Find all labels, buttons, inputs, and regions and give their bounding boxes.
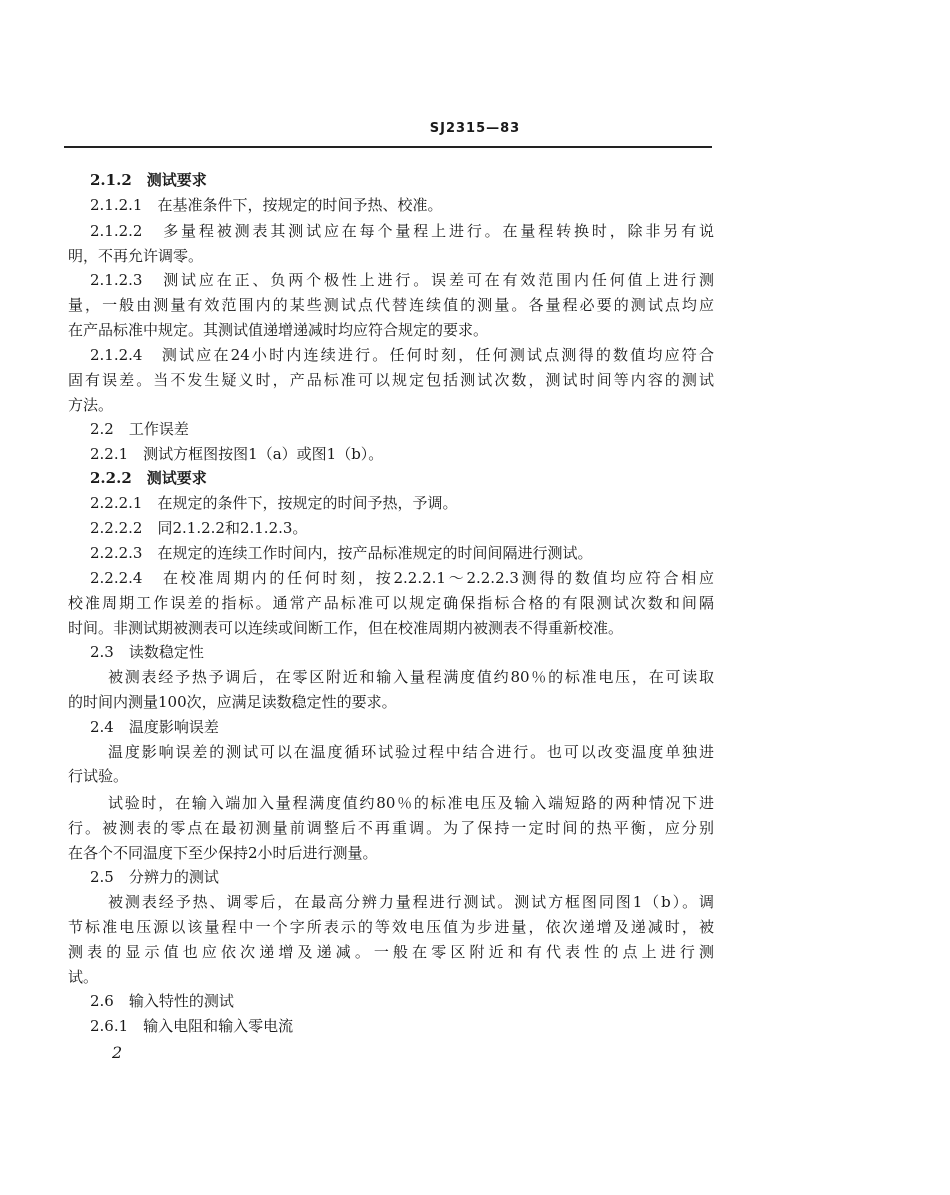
text-line: 被测表经予热予调后，在零区附近和输入量程满度值约80％的标准电压，在可读取 (108, 668, 714, 686)
text-line: 2.1.2.2 多量程被测表其测试应在每个量程上进行。在量程转换时，除非另有说 (90, 222, 714, 240)
text-line: 被测表经予热、调零后，在最高分辨力量程进行测试。测试方框图同图1（b）。调 (108, 893, 714, 911)
text-line: 2.2.2.4 在校准周期内的任何时刻，按2.2.2.1～2.2.2.3测得的数值均应符合相应 (90, 569, 714, 587)
text-line: 的时间内测量100次，应满足读数稳定性的要求。 (68, 693, 397, 711)
text-line: 时间。非测试期被测表可以连续或间断工作，但在校准周期内被测表不得重新校准。 (68, 619, 624, 637)
text-line: 2.2.2 测试要求 (90, 469, 207, 487)
text-line: 在产品标准中规定。其测试值递增递减时均应符合规定的要求。 (68, 321, 489, 339)
text-line: 2.4 温度影响误差 (90, 718, 219, 736)
text-line: 方法。 (68, 396, 114, 414)
page-number: 2 (112, 1043, 123, 1062)
text-line: 试。 (68, 968, 99, 986)
text-line: 校准周期工作误差的指标。通常产品标准可以规定确保指标合格的有限测试次数和间隔 (68, 594, 714, 612)
text-line: 2.1.2.3 测试应在正、负两个极性上进行。误差可在有效范围内任何值上进行测 (90, 271, 714, 289)
text-line: 固有误差。当不发生疑义时，产品标准可以规定包括测试次数，测试时间等内容的测试 (68, 371, 714, 389)
text-line: 2.2.2.3 在规定的连续工作时间内，按产品标准规定的时间间隔进行测试。 (90, 544, 593, 562)
text-line: 测表的显示值也应依次递增及递减。一般在零区附近和有代表性的点上进行测 (68, 943, 714, 961)
text-line: 试验时，在输入端加入量程满度值约80％的标准电压及输入端短路的两种情况下进 (108, 794, 714, 812)
text-line: 2.2.2.2 同2.1.2.2和2.1.2.3。 (90, 519, 308, 537)
text-line: 2.2.2.1 在规定的条件下，按规定的时间予热，予调。 (90, 494, 458, 512)
text-line: 行。被测表的零点在最初测量前调整后不再重调。为了保持一定时间的热平衡，应分别 (68, 819, 714, 837)
document-code: SJ2315—83 (429, 121, 521, 136)
text-line: 2.1.2 测试要求 (90, 171, 207, 189)
text-line: 温度影响误差的测试可以在温度循环试验过程中结合进行。也可以改变温度单独进 (108, 743, 714, 761)
text-line: 在各个不同温度下至少保持2小时后进行测量。 (68, 844, 378, 862)
text-line: 2.5 分辨力的测试 (90, 868, 219, 886)
text-line: 明，不再允许调零。 (68, 247, 204, 265)
text-line: 2.6.1 输入电阻和输入零电流 (90, 1017, 294, 1035)
text-line: 2.6 输入特性的测试 (90, 992, 234, 1010)
text-line: 2.3 读数稳定性 (90, 643, 204, 661)
text-line: 2.1.2.4 测试应在24小时内连续进行。任何时刻，任何测试点测得的数值均应符合 (90, 346, 714, 364)
header-rule (64, 146, 712, 148)
text-line: 量，一般由测量有效范围内的某些测试点代替连续值的测量。各量程必要的测试点均应 (68, 296, 714, 314)
text-line: 节标准电压源以该量程中一个字所表示的等效电压值为步进量，依次递增及递减时，被 (68, 918, 714, 936)
text-line: 行试验。 (68, 767, 129, 785)
text-line: 2.2 工作误差 (90, 420, 189, 438)
text-line: 2.2.1 测试方框图按图1（a）或图1（b）。 (90, 445, 384, 463)
text-line: 2.1.2.1 在基准条件下，按规定的时间予热、校准。 (90, 196, 443, 214)
